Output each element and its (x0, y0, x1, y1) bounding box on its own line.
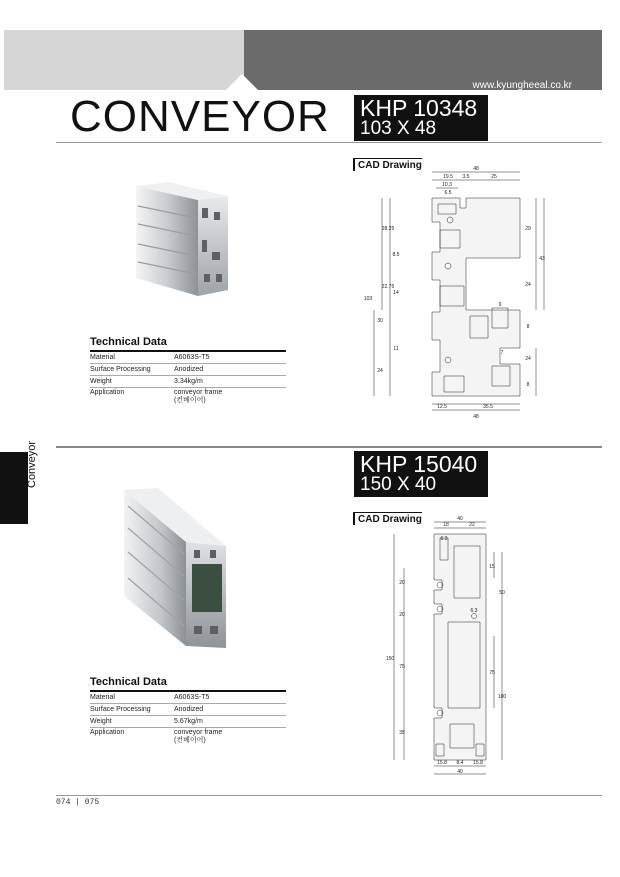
dim-label: 19.5 (443, 174, 453, 180)
tech-value: 3.34kg/m (174, 378, 203, 385)
tech-value: A6063S-T5 (174, 694, 210, 701)
product-1-model-box (354, 95, 488, 141)
tech-value: conveyor frame (174, 389, 223, 396)
dim-label: 103 (363, 296, 373, 302)
footer-divider (56, 795, 602, 796)
tech-row (90, 388, 286, 407)
tech-value: Anodized (174, 366, 204, 373)
tech-note: (컨베이어) (174, 737, 206, 744)
section-divider-2 (56, 446, 602, 448)
side-tab-label: Conveyor (26, 440, 38, 488)
tech-row (90, 716, 286, 728)
tech-value: Anodized (174, 706, 204, 713)
dim-label: 24 (525, 282, 531, 288)
dim-label: 8.4 (456, 760, 464, 766)
dim-label: 6.5 (444, 190, 452, 196)
product-2-size: 150 X 40 (360, 474, 437, 495)
dim-label: 3.5 (462, 174, 470, 180)
dim-label: 8.5 (392, 252, 400, 258)
dim-label: 12.5 (437, 404, 447, 410)
tech-title: Technical Data (90, 336, 286, 352)
dim-label: 8 (526, 382, 530, 388)
product-2-cad-drawing (378, 512, 528, 778)
tech-label: Weight (90, 378, 112, 385)
tech-label: Application (90, 729, 125, 736)
section-divider-1 (56, 142, 602, 143)
product-2-tech-table (90, 676, 286, 747)
dim-label: 6.3 (470, 608, 478, 614)
tech-value: A6063S-T5 (174, 354, 210, 361)
product-2-cad-label: CAD Drawing (353, 512, 422, 525)
dim-label: 15 (489, 564, 495, 570)
dim-label: 15.8 (473, 760, 483, 766)
product-1-cad-label: CAD Drawing (353, 158, 422, 171)
dim-label: 48 (473, 414, 479, 420)
dim-label: 10.3 (442, 182, 452, 188)
dim-label: 35 (399, 730, 405, 736)
tech-row (90, 376, 286, 388)
dim-label: 20 (399, 612, 405, 618)
tech-row (90, 704, 286, 716)
dim-label: 14 (393, 290, 399, 296)
dim-label: 28.25 (381, 226, 395, 232)
website-url[interactable]: www.kyungheeal.co.kr (472, 80, 572, 91)
tech-label: Material (90, 354, 115, 361)
dim-label: 75 (489, 670, 495, 676)
dim-label: 9 (498, 302, 502, 308)
product-2-code: KHP 15040 (360, 451, 478, 477)
dim-label: 6.3 (440, 536, 448, 542)
dim-label: 40 (457, 769, 463, 775)
dim-label: 22 (469, 522, 475, 528)
dim-label: 7 (500, 350, 504, 356)
category-title: CONVEYOR (70, 92, 330, 141)
dim-label: 11 (393, 346, 399, 352)
dim-label: 75 (399, 664, 405, 670)
product-1-cad-drawing (360, 160, 550, 430)
dim-label: 18 (443, 522, 449, 528)
dim-label: 150 (385, 656, 395, 662)
dim-label: 50 (499, 590, 505, 596)
dim-label: 22.75 (381, 284, 395, 290)
product-1-tech-table (90, 336, 286, 407)
tech-row (90, 692, 286, 704)
tech-row (90, 364, 286, 376)
product-2-photo (118, 486, 236, 654)
dim-label: 20 (399, 580, 405, 586)
dim-label: 100 (497, 694, 507, 700)
product-2-model-box (354, 451, 488, 497)
tech-label: Application (90, 389, 125, 396)
product-1-size: 103 X 48 (360, 118, 437, 139)
dim-label: 48 (473, 166, 479, 172)
tech-label: Surface Processing (90, 366, 151, 373)
tech-value: conveyor frame (174, 729, 223, 736)
dim-label: 25 (491, 174, 497, 180)
dim-label: 29 (525, 226, 531, 232)
side-tab (0, 452, 28, 524)
product-1-photo (128, 178, 238, 308)
tech-label: Surface Processing (90, 706, 151, 713)
dim-label: 24 (525, 356, 531, 362)
tech-label: Weight (90, 718, 112, 725)
tech-row (90, 352, 286, 364)
dim-label: 8 (526, 324, 530, 330)
tech-value: 5.67kg/m (174, 718, 203, 725)
tech-label: Material (90, 694, 115, 701)
dim-label: 24 (377, 368, 383, 374)
dim-label: 35.5 (483, 404, 493, 410)
dim-label: 15.8 (437, 760, 447, 766)
header-banner-light (4, 30, 244, 90)
tech-title: Technical Data (90, 676, 286, 692)
dim-label: 40 (457, 516, 463, 522)
tech-row (90, 728, 286, 747)
dim-label: 43 (539, 256, 545, 262)
product-1-code: KHP 10348 (360, 95, 478, 121)
tech-note: (컨베이어) (174, 397, 206, 404)
dim-label: 30 (377, 318, 383, 324)
page-numbers: 074 | 075 (56, 798, 100, 807)
banner-notch (226, 74, 258, 90)
